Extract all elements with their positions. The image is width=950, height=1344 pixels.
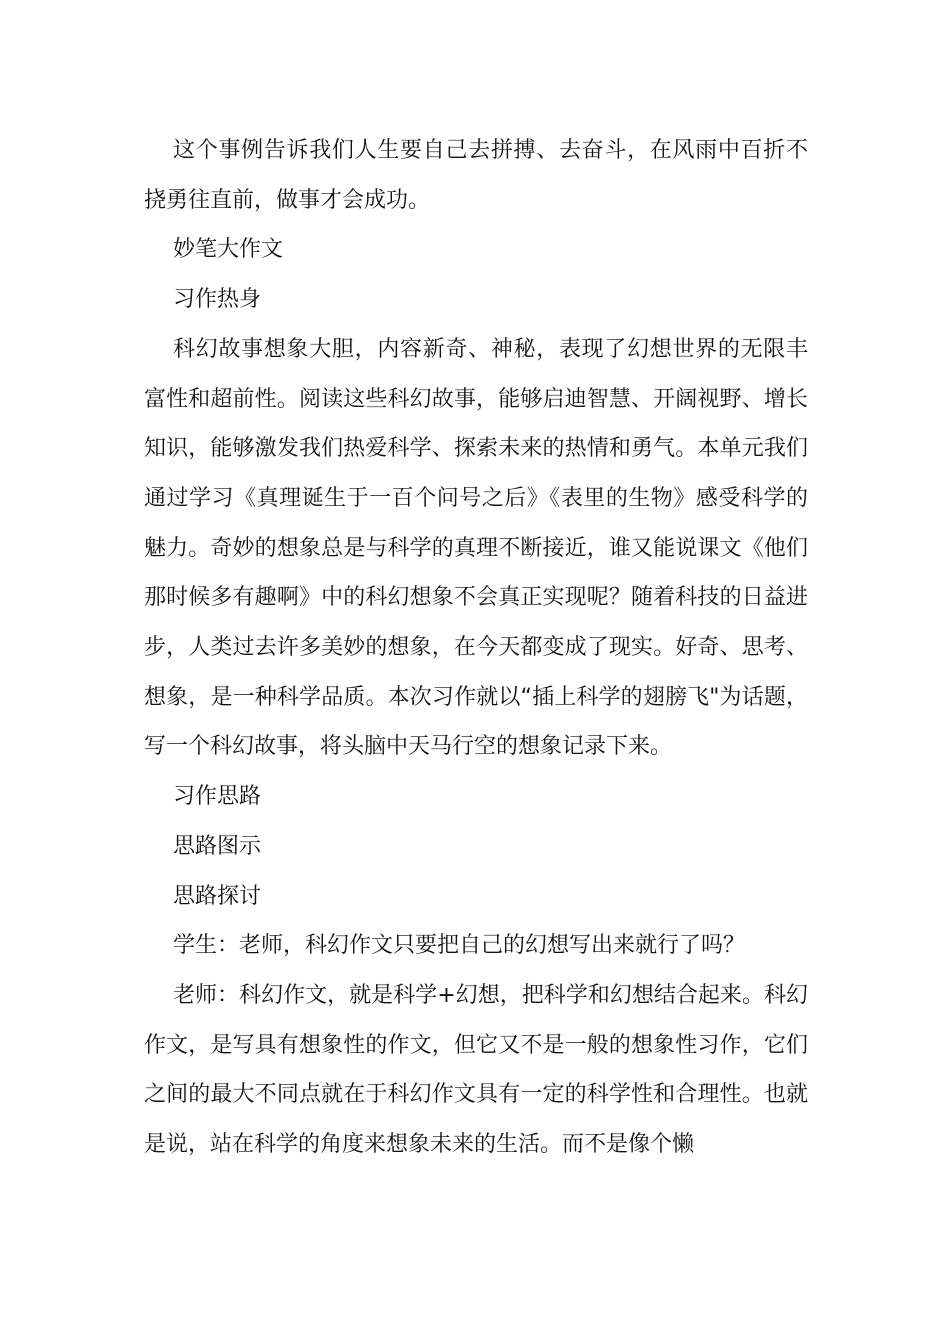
heading-warmup: 习作热身 <box>173 287 262 313</box>
paragraph-conclusion: 这个事例告诉我们人生要自己去拼搏、去奋斗，在风雨中百折不挠勇往直前，做事才会成功。 <box>144 138 808 213</box>
heading-writing-approach: 习作思路 <box>173 784 262 810</box>
heading-miaobi: 妙笔大作文 <box>173 237 284 263</box>
paragraph-student-question: 学生：老师，科幻作文只要把自己的幻想写出来就行了吗？ <box>173 933 746 959</box>
heading-approach-diagram: 思路图示 <box>173 833 262 859</box>
paragraph-teacher-answer: 老师：科幻作文，就是科学+幻想，把科学和幻想结合起来。科幻作文，是写具有想象性的作文，但它又不是一般的想象性习作，它们之间的最大不同点就在于科幻作文具有一定的科学性和合理性。也就是说，站在科学的角度来想象未来的生活。而不是像个懒 <box>144 982 808 1158</box>
paragraph-scifi-intro: 科幻故事想象大胆，内容新奇、神秘，表现了幻想世界的无限丰富性和超前性。阅读这些科幻故事，能够启迪智慧、开阔视野、增长知识，能够激发我们热爱科学、探索未来的热情和勇气。本单元我们通过学习《真理诞生于一百个问号之后》《表里的生物》感受科学的魅力。奇妙的想象总是与科学的真理不断接近，谁又能说课文《他们那时候多有趣啊》中的科幻想象不会真正实现呢？随着科技的日益进步，人类过去许多美妙的想象，在今天都变成了现实。好奇、思考、想象，是一种科学品质。本次习作就以“插上科学的翅膀飞"为话题，写一个科幻故事，将头脑中天马行空的想象记录下来。 <box>144 336 808 760</box>
document-body <box>144 126 808 1170</box>
heading-approach-discussion: 思路探讨 <box>173 883 262 909</box>
